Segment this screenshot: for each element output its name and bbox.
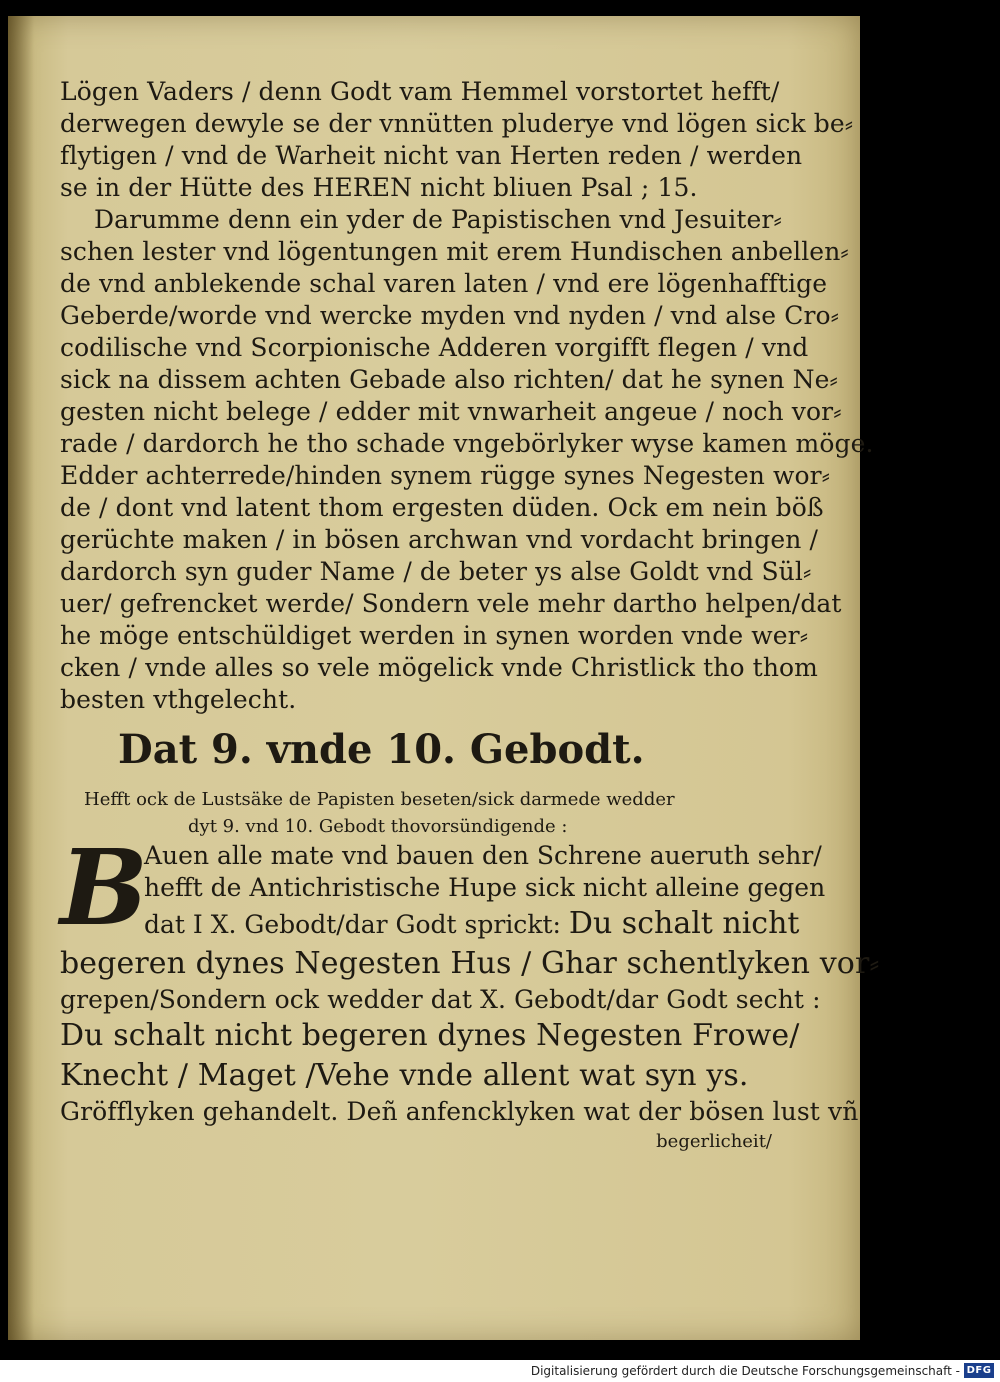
section-summary-line: Hefft ock de Lustsäke de Papisten beseten/sick darmede wedder [84,789,675,810]
text-line: rade / dardorch he tho schade vngebörlyker wyse kamen möge. [60,429,874,458]
section-summary-line: dyt 9. vnd 10. Gebodt thovorsündigende : [188,816,568,837]
text-line: flytigen / vnd de Warheit nicht van Herten reden / werden [60,141,803,170]
book-page [8,16,880,1340]
text-line: Darumme denn ein yder de Papistischen vnd Jesuiter⸗ [94,205,782,234]
footer-bar [0,1360,1000,1382]
section-heading: Dat 9. vnde 10. Gebodt. [118,726,645,773]
text-line: gesten nicht belege / edder mit vnwarheit angeue / noch vor⸗ [60,397,842,426]
text-line: codilische vnd Scorpionische Adderen vorgifft flegen / vnd [60,333,809,362]
text-line: uer/ gefrencket werde/ Sondern vele mehr dartho helpen/dat [60,589,842,618]
text-line: Geberde/worde vnd wercke myden vnd nyden / vnd alse Cro⸗ [60,301,840,330]
gutter-shadow [8,16,34,1340]
text-line: hefft de Antichristische Hupe sick nicht alleine gegen [144,873,826,902]
text-line: besten vthgelecht. [60,685,297,714]
text-line: de vnd anblekende schal varen laten / vnd ere lögenhafftige [60,269,828,298]
text-line: Auen alle mate vnd bauen den Schrene aueruth sehr/ [144,841,822,870]
text-line: Lögen Vaders / denn Godt vam Hemmel vorstortet hefft/ [60,77,780,106]
dfg-logo: DFG [964,1363,994,1378]
text-line: de / dont vnd latent thom ergesten düden. Ock em nein böß [60,493,824,522]
text-line: sick na dissem achten Gebade also richten/ dat he synen Ne⸗ [60,365,838,394]
text-line: dardorch syn guder Name / de beter ys alse Goldt vnd Sül⸗ [60,557,812,586]
text-line: Knecht / Maget /Vehe vnde allent wat syn ys. [60,1058,749,1093]
emphasized-text: Du schalt nicht [568,906,800,941]
text-line: derwegen dewyle se der vnnütten pluderye vnd lögen sick be⸗ [60,109,854,138]
text-line [60,904,800,944]
funding-notice: Digitalisierung gefördert durch die Deutsche Forschungsgemeinschaft - [530,1364,960,1378]
decorated-initial: B [60,826,148,949]
page-text [60,76,880,1156]
text-line: gerüchte maken / in bösen archwan vnd vordacht bringen / [60,525,819,554]
text-line: Gröfflyken gehandelt. Deñ anfencklyken wat der bösen lust vñ [60,1097,859,1126]
text-line-part: dat I X. Gebodt/dar Godt sprickt: [144,910,561,939]
text-line: he möge entschüldiget werden in synen worden vnde wer⸗ [60,621,809,650]
text-line: begeren dynes Negesten Hus / Ghar schentlyken vor⸗ [60,946,880,981]
text-line: cken / vnde alles so vele mögelick vnde Christlick tho thom [60,653,818,682]
text-line: Du schalt nicht begeren dynes Negesten Frowe/ [60,1018,800,1053]
text-line: se in der Hütte des HEREN nicht bliuen Psal ; 15. [60,173,698,202]
text-line: grepen/Sondern ock wedder dat X. Gebodt/dar Godt secht : [60,985,821,1014]
catchword: begerlicheit/ [656,1131,772,1152]
text-line: schen lester vnd lögentungen mit erem Hundischen anbellen⸗ [60,237,849,266]
text-line: Edder achterrede/hinden synem rügge synes Negesten wor⸗ [60,461,831,490]
